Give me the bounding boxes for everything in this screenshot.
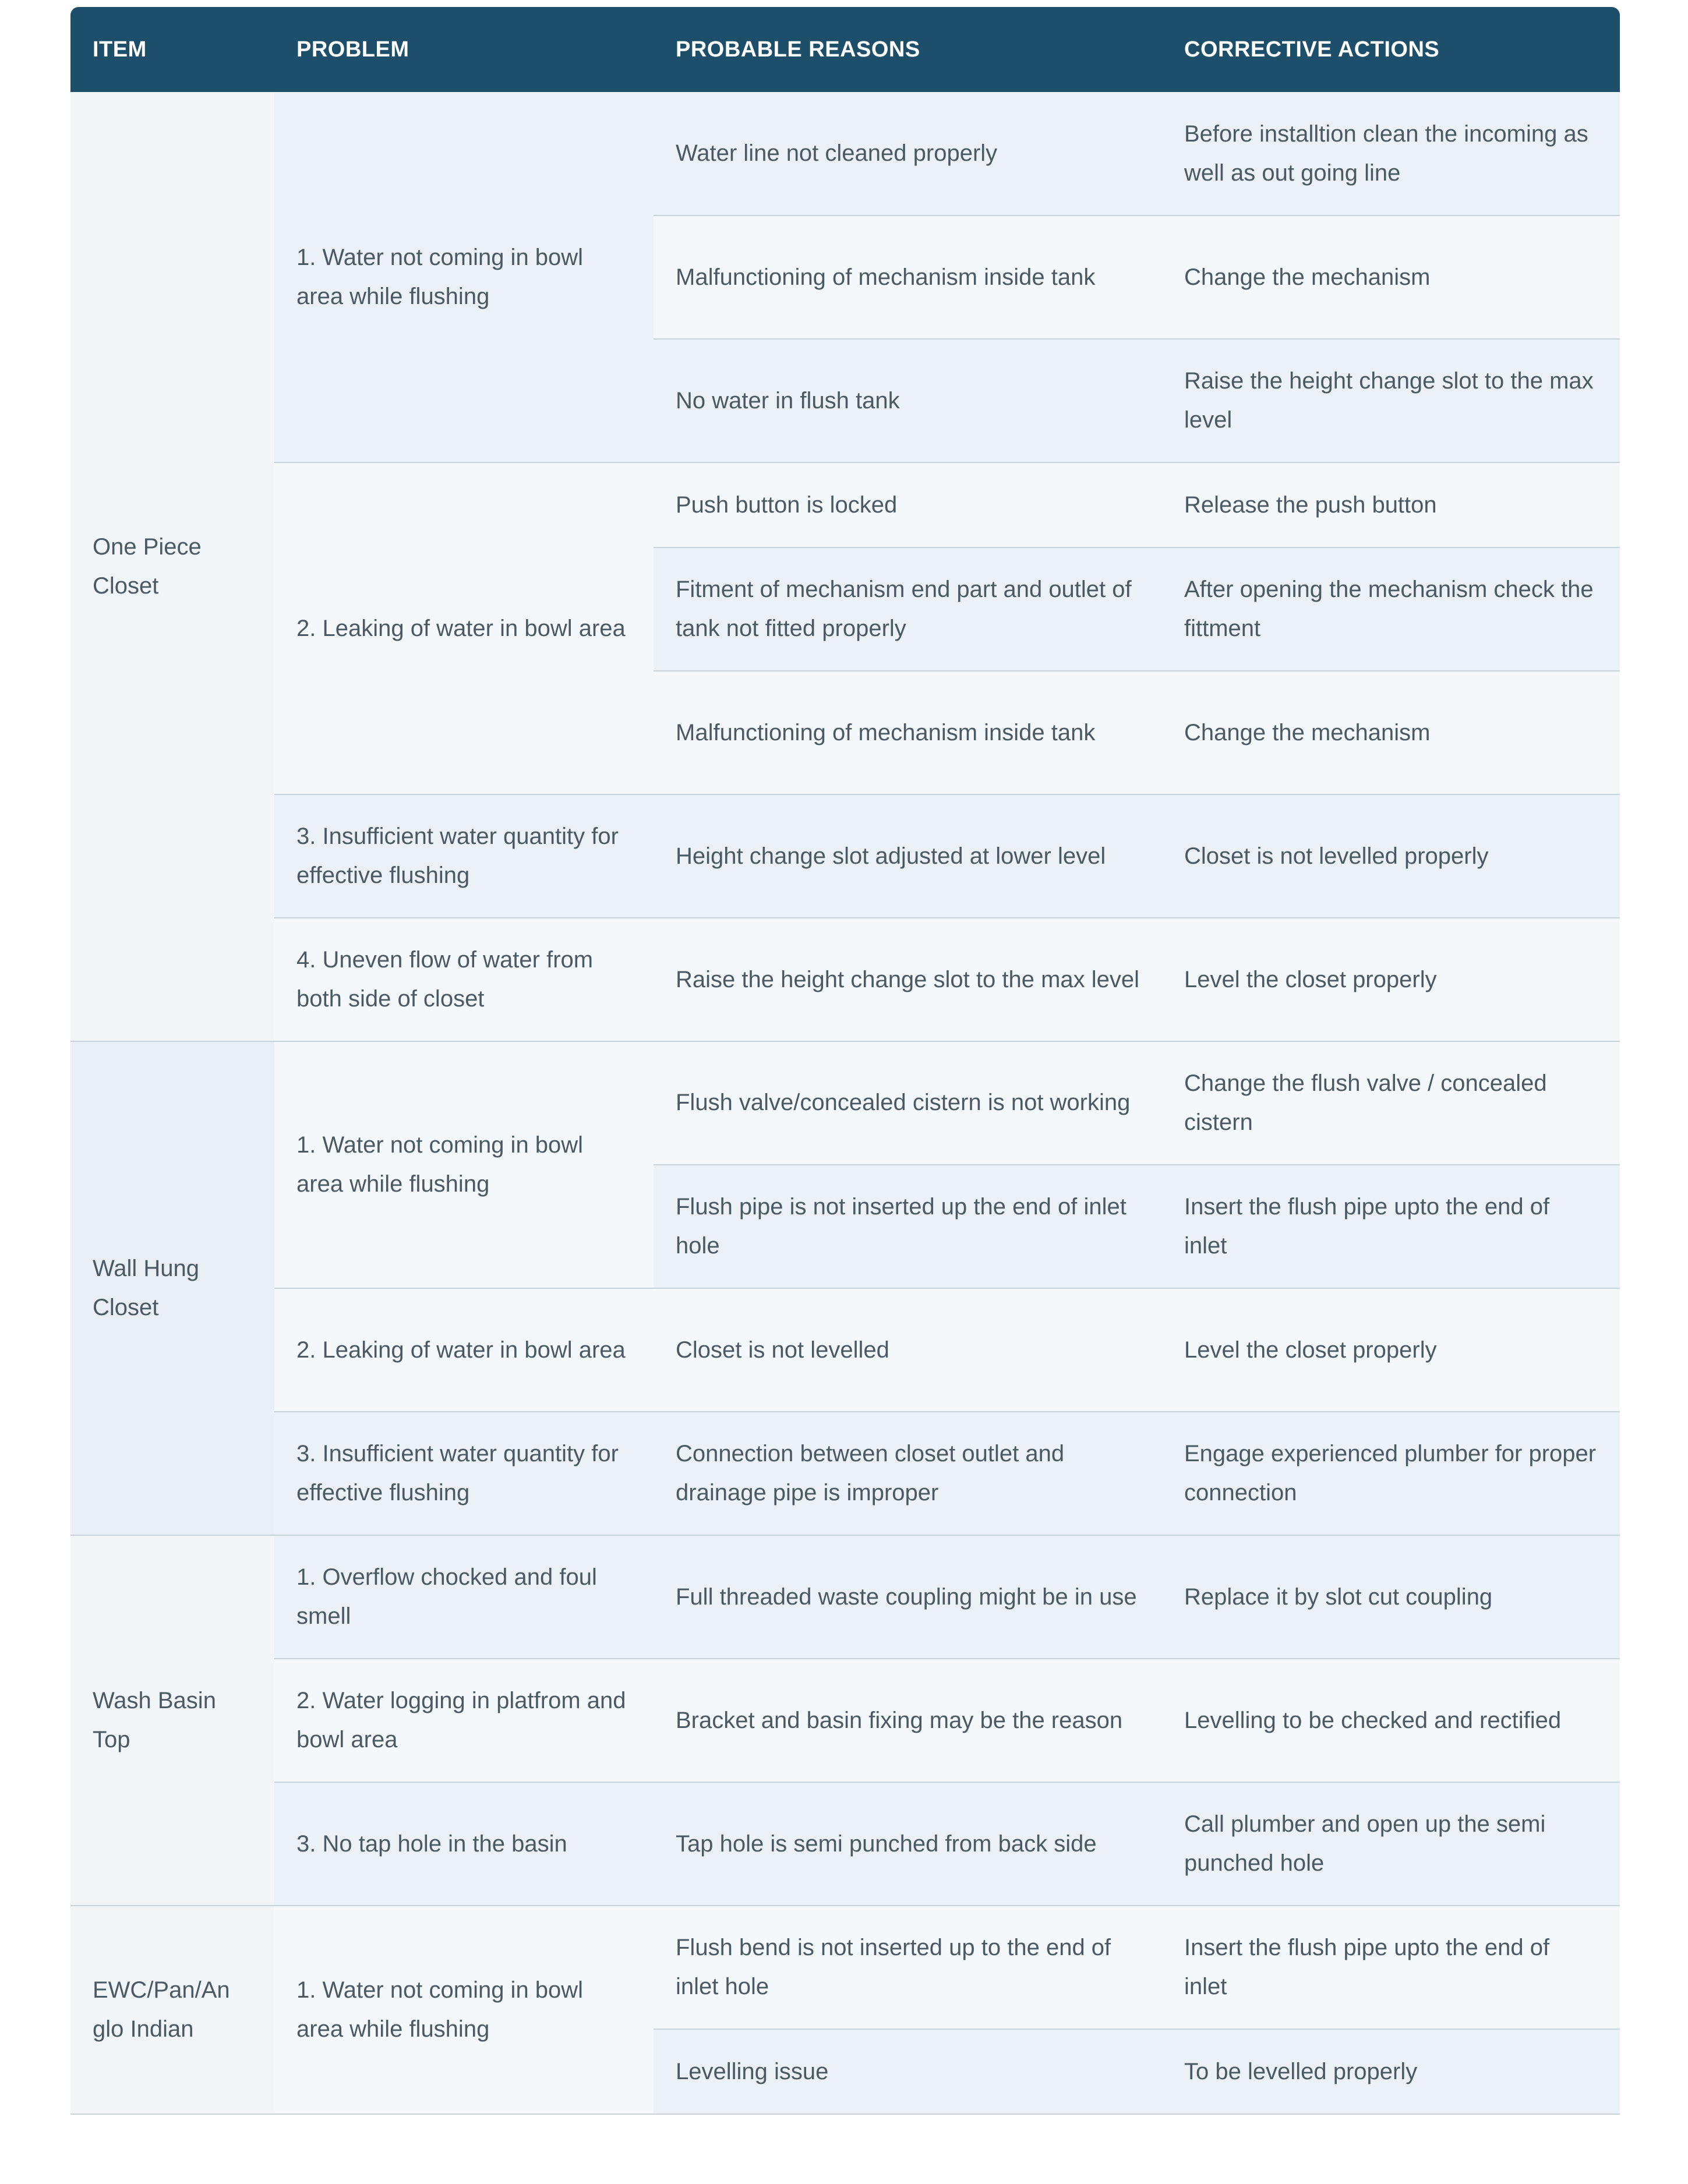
action-cell: Levelling to be checked and rectified	[1162, 1659, 1620, 1782]
reason-cell: Flush valve/concealed cistern is not working	[654, 1041, 1162, 1165]
table-row	[70, 462, 1620, 547]
table-row	[70, 1041, 1620, 1165]
item-cell: Wash Basin Top	[70, 1535, 274, 1906]
header-item: ITEM	[70, 7, 274, 92]
action-cell: Change the mechanism	[1162, 671, 1620, 794]
reason-cell: Fitment of mechanism end part and outlet of tank not fitted properly	[654, 547, 1162, 671]
reason-cell: Flush bend is not inserted up to the end of inlet hole	[654, 1906, 1162, 2029]
action-cell: Level the closet properly	[1162, 1288, 1620, 1412]
action-cell: Call plumber and open up the semi punched hole	[1162, 1782, 1620, 1906]
troubleshooting-table	[70, 7, 1620, 2115]
item-cell: EWC/Pan/An glo Indian	[70, 1906, 274, 2114]
reason-cell: Bracket and basin fixing may be the reason	[654, 1659, 1162, 1782]
reason-cell: Water line not cleaned properly	[654, 92, 1162, 215]
item-cell: One Piece Closet	[70, 92, 274, 1041]
action-cell: Change the flush valve / concealed cistern	[1162, 1041, 1620, 1165]
reason-cell: Raise the height change slot to the max level	[654, 918, 1162, 1041]
reason-cell: No water in flush tank	[654, 339, 1162, 462]
reason-cell: Flush pipe is not inserted up the end of inlet hole	[654, 1165, 1162, 1288]
action-cell: To be levelled properly	[1162, 2029, 1620, 2114]
table-row	[70, 1782, 1620, 1906]
problem-cell: 1. Water not coming in bowl area while flushing	[274, 92, 654, 462]
problem-cell: 1. Water not coming in bowl area while flushing	[274, 1041, 654, 1288]
problem-cell: 2. Leaking of water in bowl area	[274, 1288, 654, 1412]
table-row	[70, 794, 1620, 918]
action-cell: Replace it by slot cut coupling	[1162, 1535, 1620, 1659]
problem-cell: 2. Leaking of water in bowl area	[274, 462, 654, 794]
table-row	[70, 1906, 1620, 2029]
reason-cell: Tap hole is semi punched from back side	[654, 1782, 1162, 1906]
table-row	[70, 918, 1620, 1041]
header-row	[70, 7, 1620, 92]
table-body	[70, 92, 1620, 2114]
table-row	[70, 1288, 1620, 1412]
action-cell: Insert the flush pipe upto the end of inlet	[1162, 1165, 1620, 1288]
item-cell: Wall Hung Closet	[70, 1041, 274, 1535]
reason-cell: Closet is not levelled	[654, 1288, 1162, 1412]
action-cell: Level the closet properly	[1162, 918, 1620, 1041]
problem-cell: 2. Water logging in platfrom and bowl area	[274, 1659, 654, 1782]
action-cell: Raise the height change slot to the max level	[1162, 339, 1620, 462]
action-cell: Before installtion clean the incoming as well as out going line	[1162, 92, 1620, 215]
action-cell: Change the mechanism	[1162, 215, 1620, 339]
table-row	[70, 1412, 1620, 1535]
action-cell: Closet is not levelled properly	[1162, 794, 1620, 918]
action-cell: Engage experienced plumber for proper connection	[1162, 1412, 1620, 1535]
problem-cell: 1. Overflow chocked and foul smell	[274, 1535, 654, 1659]
reason-cell: Connection between closet outlet and drainage pipe is improper	[654, 1412, 1162, 1535]
action-cell: Insert the flush pipe upto the end of inlet	[1162, 1906, 1620, 2029]
problem-cell: 4. Uneven flow of water from both side of closet	[274, 918, 654, 1041]
header-corrective-actions: CORRECTIVE ACTIONS	[1162, 7, 1620, 92]
reason-cell: Levelling issue	[654, 2029, 1162, 2114]
problem-cell: 3. Insufficient water quantity for effective flushing	[274, 1412, 654, 1535]
problem-cell: 3. Insufficient water quantity for effective flushing	[274, 794, 654, 918]
table-row	[70, 1535, 1620, 1659]
reason-cell: Push button is locked	[654, 462, 1162, 547]
action-cell: After opening the mechanism check the fittment	[1162, 547, 1620, 671]
reason-cell: Full threaded waste coupling might be in use	[654, 1535, 1162, 1659]
reason-cell: Malfunctioning of mechanism inside tank	[654, 671, 1162, 794]
reason-cell: Malfunctioning of mechanism inside tank	[654, 215, 1162, 339]
table-header	[70, 7, 1620, 92]
header-probable-reasons: PROBABLE REASONS	[654, 7, 1162, 92]
problem-cell: 1. Water not coming in bowl area while flushing	[274, 1906, 654, 2114]
reason-cell: Height change slot adjusted at lower level	[654, 794, 1162, 918]
table-row	[70, 1659, 1620, 1782]
table-row	[70, 92, 1620, 215]
problem-cell: 3. No tap hole in the basin	[274, 1782, 654, 1906]
header-problem: PROBLEM	[274, 7, 654, 92]
action-cell: Release the push button	[1162, 462, 1620, 547]
